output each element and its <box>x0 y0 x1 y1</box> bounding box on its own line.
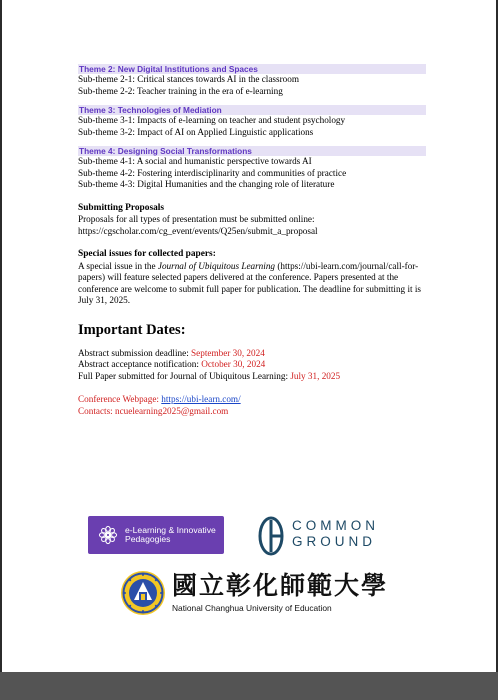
sub-theme-3-1: Sub-theme 3-1: Impacts of e-learning on teacher and student psychology <box>78 115 346 125</box>
webpage-label: Conference Webpage: <box>78 394 162 404</box>
sub-theme-4-1: Sub-theme 4-1: A social and humanistic perspective towards AI <box>78 156 312 166</box>
theme-3-heading: Theme 3: Technologies of Mediation <box>78 105 426 115</box>
submitting-url: https://cgscholar.com/cg_event/events/Q25en/submit_a_proposal <box>78 225 318 236</box>
important-dates-heading: Important Dates: <box>78 321 186 338</box>
viewer-bottom-bar <box>0 672 498 700</box>
journal-name: Journal of Ubiquitous Learning <box>157 260 276 271</box>
theme-4-heading: Theme 4: Designing Social Transformations <box>78 146 426 156</box>
ncue-chinese-name: 國立彰化師範大學 <box>172 571 389 600</box>
conference-webpage-row <box>78 394 426 406</box>
special-issue-heading: Special issues for collected papers: <box>78 249 216 259</box>
common-ground-logo <box>258 514 378 558</box>
submitting-heading: Submitting Proposals <box>78 202 165 213</box>
date-row-abstract-submission <box>78 348 426 360</box>
date-row-acceptance <box>78 359 426 371</box>
contacts-row: Contacts: ncuelearning2025@gmail.com <box>78 405 229 416</box>
elearning-line-1: e-Learning & Innovative <box>125 524 216 535</box>
common-ground-line-1: COMMON <box>292 518 379 533</box>
date-value: October 30, 2024 <box>201 359 266 369</box>
flower-icon <box>97 524 119 546</box>
sub-theme-4-3: Sub-theme 4-3: Digital Humanities and the changing role of literature <box>78 179 335 189</box>
date-label: Full Paper submitted for Journal of Ubiquitous Learning: <box>78 370 291 381</box>
theme-2-heading: Theme 2: New Digital Institutions and Spaces <box>78 64 426 74</box>
elearning-logo <box>88 516 224 554</box>
date-value: July 31, 2025 <box>290 370 341 381</box>
ncue-english-name: National Changhua University of Education <box>172 603 332 613</box>
sub-theme-2-2: Sub-theme 2-2: Teacher training in the era of e-learning <box>78 85 283 96</box>
sponsor-logos <box>0 508 498 618</box>
ncue-logo <box>120 570 389 620</box>
elearning-line-2: Pedagogies <box>125 534 171 544</box>
submitting-line-1: Proposals for all types of presentation must be submitted online: <box>78 214 315 224</box>
date-value: September 30, 2024 <box>191 347 265 358</box>
sub-theme-2-1: Sub-theme 2-1: Critical stances towards AI in the classroom <box>78 74 299 84</box>
special-issue-text <box>78 261 426 307</box>
date-label: Abstract acceptance notification: <box>78 359 202 369</box>
special-issue-text-post: (https://ubi-learn.com/journal/call-for-papers) will feature selected papers delivered at the conference. Papers presented at the conference are welcome to submit full paper for publication. The deadline for submitting it is July 31, 2025. <box>78 260 421 305</box>
sub-theme-4-2: Sub-theme 4-2: Fostering interdisciplinarity and communities of practice <box>78 167 347 178</box>
sub-theme-3-2: Sub-theme 3-2: Impact of AI on Applied Linguistic applications <box>78 126 314 137</box>
university-seal-icon <box>120 570 166 616</box>
date-label: Abstract submission deadline: <box>78 347 192 358</box>
webpage-link[interactable]: https://ubi-learn.com/ <box>161 394 241 404</box>
elearning-logo-text <box>125 526 216 545</box>
common-ground-line-2: GROUND <box>292 534 376 549</box>
common-ground-emblem-icon <box>258 516 284 556</box>
document-body <box>78 64 426 417</box>
common-ground-wordmark <box>292 518 379 550</box>
special-issue-text-pre: A special issue in the <box>78 260 158 271</box>
date-row-full-paper <box>78 371 426 383</box>
